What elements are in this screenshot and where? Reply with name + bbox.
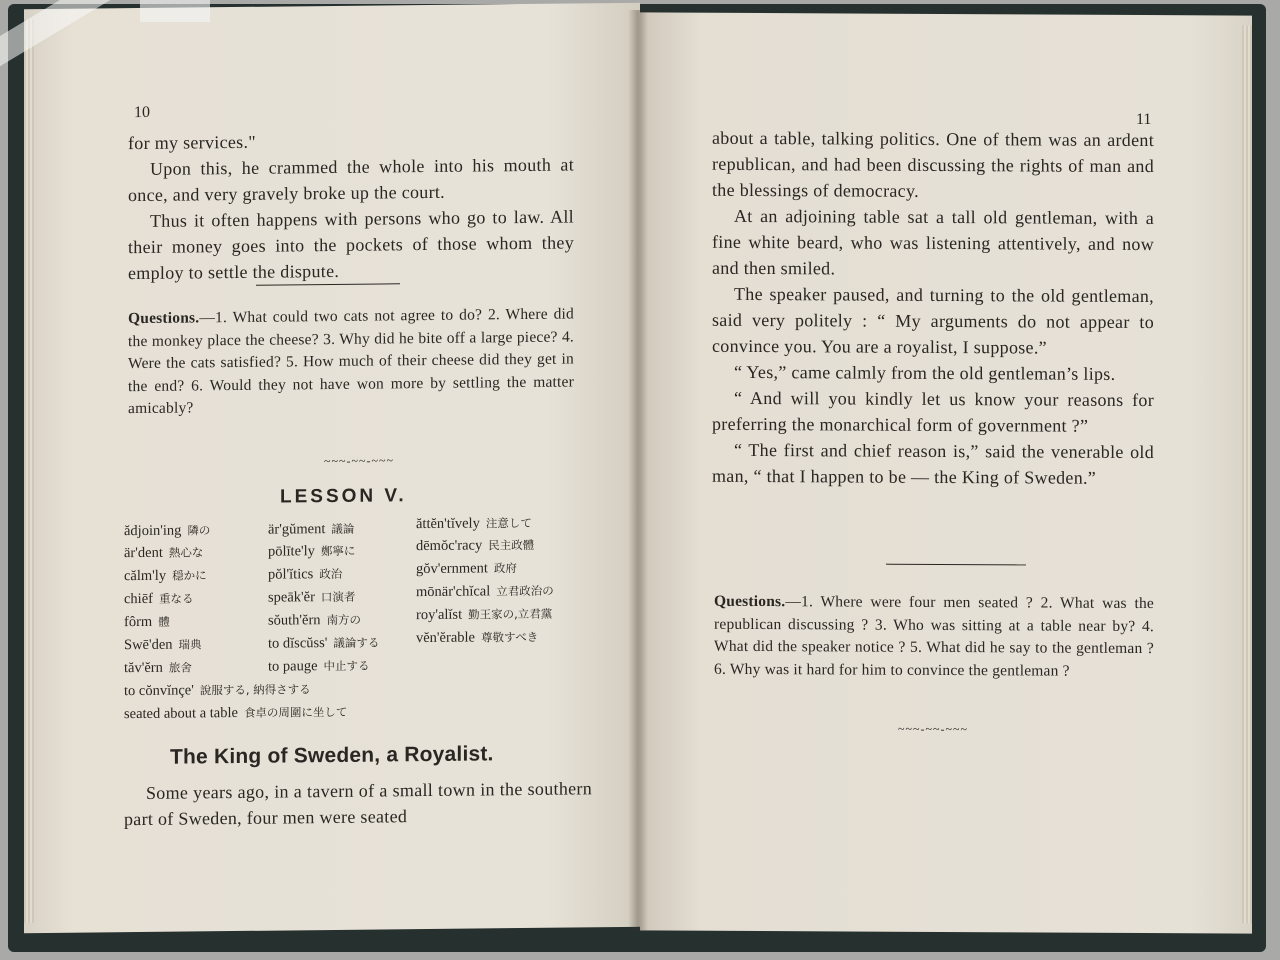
vocab-item: to dĭscŭss' 議論する	[268, 635, 380, 652]
section-divider	[886, 564, 1026, 566]
paragraph: Upon this, he crammed the whole into his mouth at once, and very gravely broke up the court.	[128, 154, 574, 206]
paragraph: about a table, talking politics. One of them was an ardent republican, and had been discussing the rights of man and the blessings of democracy.	[712, 127, 1154, 201]
page-edge-stack	[1242, 26, 1252, 924]
vocab-item: Swē'den 瑞典	[124, 636, 202, 654]
story-start	[124, 775, 592, 832]
paragraph: for my services."	[128, 131, 256, 154]
vocab-item: tăv'ĕrn 旅舍	[124, 659, 192, 677]
vocab-item: pōlīte'ly 鄭寧に	[268, 543, 356, 560]
vocab-item: roy'alĭst 勤王家の,立君黨	[416, 606, 553, 624]
paragraph: At an adjoining table sat a tall old gentleman, with a fine white beard, who was listening attentively, and now and then smiled.	[712, 205, 1154, 279]
right-story-text	[712, 125, 1154, 491]
paragraph: “ The first and chief reason is,” said the venerable old man, “ that I happen to be — the King of Sweden.”	[712, 439, 1154, 488]
page-number-right: 11	[1136, 110, 1152, 129]
clear-tape-tab	[140, 0, 210, 22]
story-title: The King of Sweden, a Royalist.	[170, 742, 494, 769]
vocab-item: speāk'ĕr 口演者	[268, 589, 356, 606]
paragraph: Some years ago, in a tavern of a small town in the southern part of Sweden, four men were seated	[124, 778, 592, 830]
page-edge-stack	[24, 19, 34, 923]
lesson-heading: LESSON V.	[280, 485, 407, 508]
vocab-item: mōnär'chĭcal 立君政治の	[416, 583, 554, 601]
vocabulary-list	[124, 515, 640, 723]
vocab-item: to cŏnvĭnçe' 說服する, 納得さする	[124, 682, 311, 700]
paragraph: Thus it often happens with persons who go to law. All their money goes into the pockets of those whom they employ to settle the dispute.	[128, 206, 574, 284]
ornament: ~~~-~~-~~~	[898, 721, 968, 737]
ornament: ~~~-~~-~~~	[324, 453, 394, 469]
paragraph: “ And will you kindly let us know your reasons for preferring the monarchical form of government ?”	[712, 387, 1154, 436]
right-questions	[714, 591, 1154, 683]
vocab-item: ăttĕn'tĭvely 注意して	[416, 515, 532, 533]
book-gutter	[628, 10, 648, 930]
questions-text: —1. Where were four men seated ? 2. What was the republican discussing ? 3. Who was sitting at a table near by? 4. What did the speaker notice ? 5. What did he say to the gentleman ? 6. Why was it hard for him to convince the gentleman ?	[714, 593, 1154, 680]
vocab-item: dēmŏc'racy 民主政體	[416, 537, 535, 555]
vocab-item: pŏl'ĭtics 政治	[268, 566, 343, 583]
vocab-item: sŏuth'ĕrn 南方の	[268, 612, 362, 629]
questions-label: Questions.	[714, 592, 786, 611]
questions-text: —1. What could two cats not agree to do? 2. Where did the monkey place the cheese? 3. Why did he bite off a large piece? 4. Were the cats satisfied? 5. How much of their cheese did they get in the end? 6. Would they not have won more by settling the matter amicably?	[128, 305, 574, 418]
vocab-item: ădjoin'ing 隣の	[124, 522, 211, 540]
left-opening-text	[128, 125, 574, 286]
section-divider	[256, 283, 400, 286]
questions-label: Questions.	[128, 309, 200, 328]
vocab-item: seated about a table 食卓の周圍に坐して	[124, 704, 348, 723]
vocab-item: fôrm 體	[124, 613, 170, 631]
vocab-item: călm'ly 穏かに	[124, 567, 207, 585]
vocab-item: är'dent 熱心な	[124, 544, 204, 562]
right-page	[640, 12, 1252, 933]
vocab-item: är'gŭment 議論	[268, 521, 355, 538]
vocab-item: to pauge 中止する	[268, 658, 370, 675]
page-number-left: 10	[134, 103, 150, 122]
paragraph: The speaker paused, and turning to the old gentleman, said very politely : “ My arguments do not appear to convince you. You are a royalist, I suppose.”	[712, 283, 1154, 358]
vocab-item: chiēf 重なる	[124, 590, 194, 608]
left-questions	[128, 303, 574, 420]
paragraph: “ Yes,” came calmly from the old gentleman’s lips.	[734, 361, 1116, 384]
left-page	[24, 3, 640, 933]
vocab-item: vĕn'ĕrable 尊敬すべき	[416, 629, 539, 647]
vocab-item: gŏv'ernment 政府	[416, 560, 517, 578]
